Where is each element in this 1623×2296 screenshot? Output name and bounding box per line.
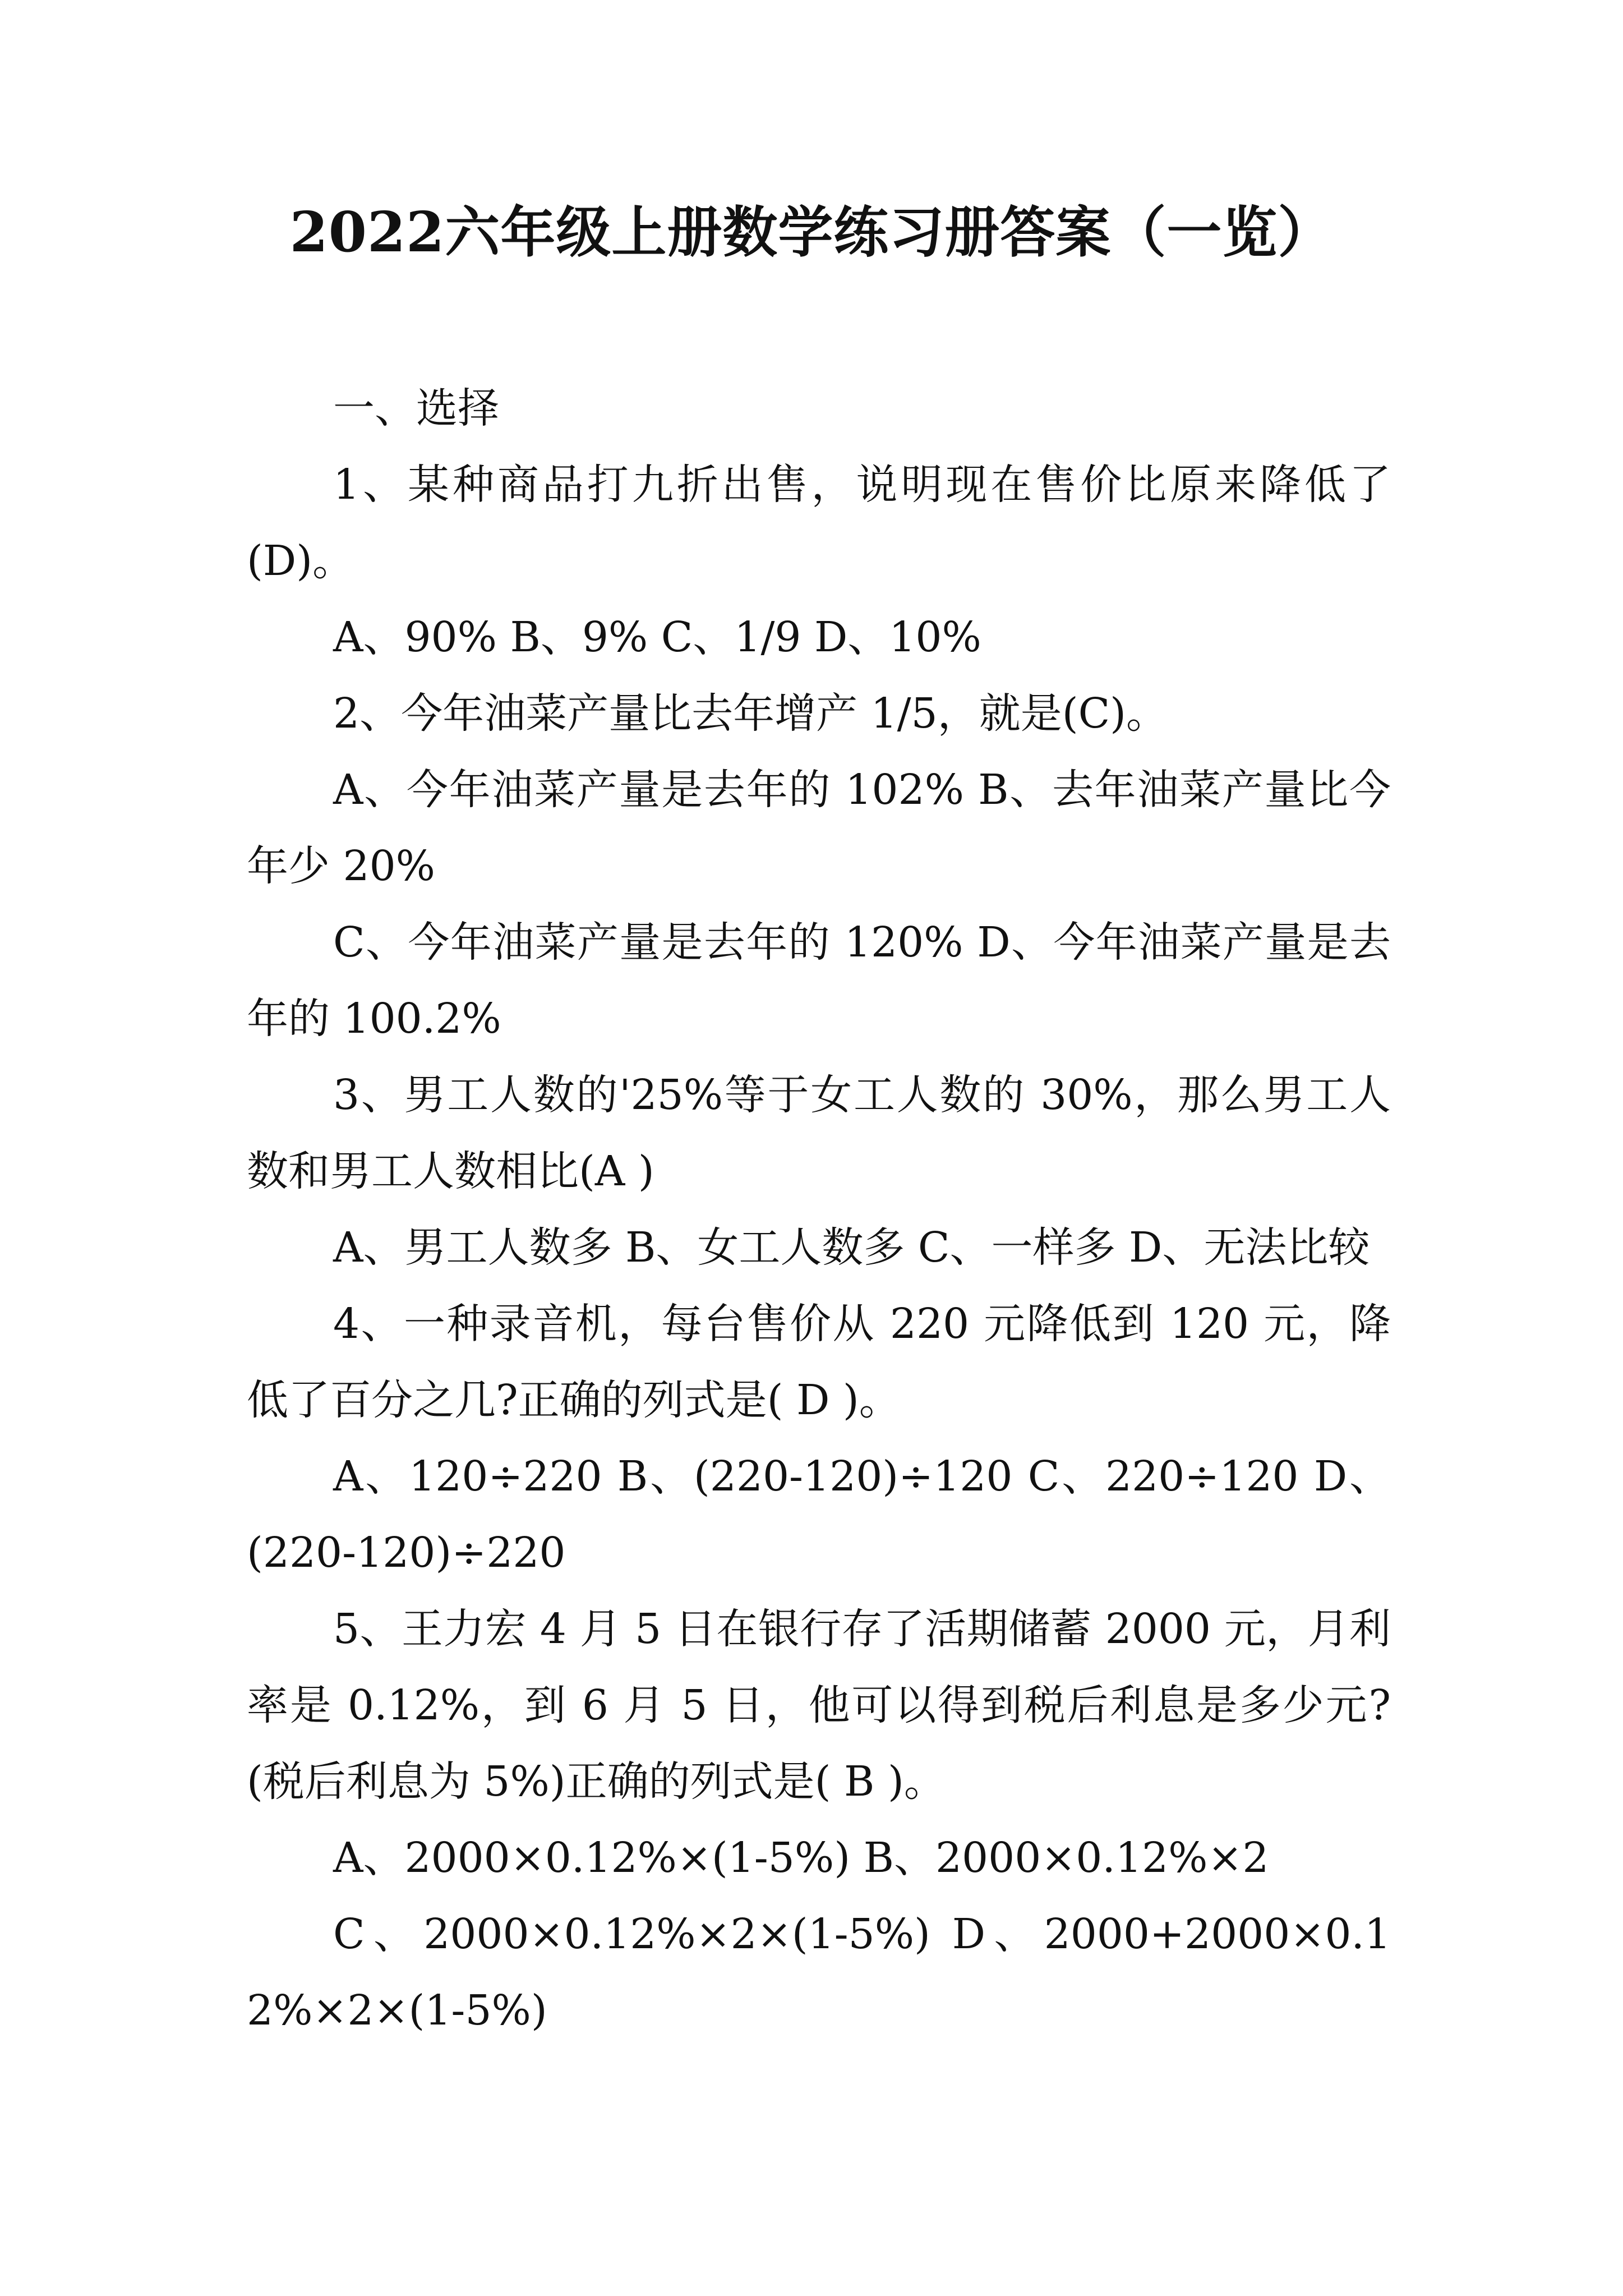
question-5-options-cd: C、2000×0.12%×2×(1-5%) D、2000+2000×0.12%×2×(1-5%) [247, 1910, 1391, 2035]
question-4-options: A、120÷220 B、(220-120)÷120 C、220÷120 D、(220-120)÷220 [247, 1452, 1391, 1577]
question-4: 4、一种录音机，每台售价从 220 元降低到 120 元，降低了百分之几?正确的列式是( D )。 [247, 1300, 1391, 1424]
question-2: 2、今年油菜产量比去年增产 1/5，就是(C)。 [333, 689, 1168, 738]
question-1: 1、某种商品打九折出售，说明现在售价比原来降低了(D)。 [247, 461, 1391, 585]
question-5-options-ab: A、2000×0.12%×(1-5%) B、2000×0.12%×2 [333, 1834, 1269, 1882]
section-heading: 一、选择 [333, 384, 499, 432]
question-3: 3、男工人数的'25%等于女工人数的 30%，那么男工人数和男工人数相比(A ) [247, 1071, 1391, 1195]
question-3-options: A、男工人数多 B、女工人数多 C、一样多 D、无法比较 [333, 1223, 1370, 1272]
question-2-options-ab: A、今年油菜产量是去年的 102% B、去年油菜产量比今年少 20% [247, 766, 1391, 890]
document-body [247, 370, 1391, 2049]
question-2-options-cd: C、今年油菜产量是去年的 120% D、今年油菜产量是去年的 100.2% [247, 918, 1391, 1043]
question-5: 5、王力宏 4 月 5 日在银行存了活期储蓄 2000 元，月利率是 0.12%，到 6 月 5 日，他可以得到税后利息是多少元?(税后利息为 5%)正确的列式是( B )。 [247, 1605, 1391, 1806]
document-title: 2022六年级上册数学练习册答案（一览） [289, 200, 1334, 265]
question-1-options: A、90% B、9% C、1/9 D、10% [333, 613, 981, 661]
